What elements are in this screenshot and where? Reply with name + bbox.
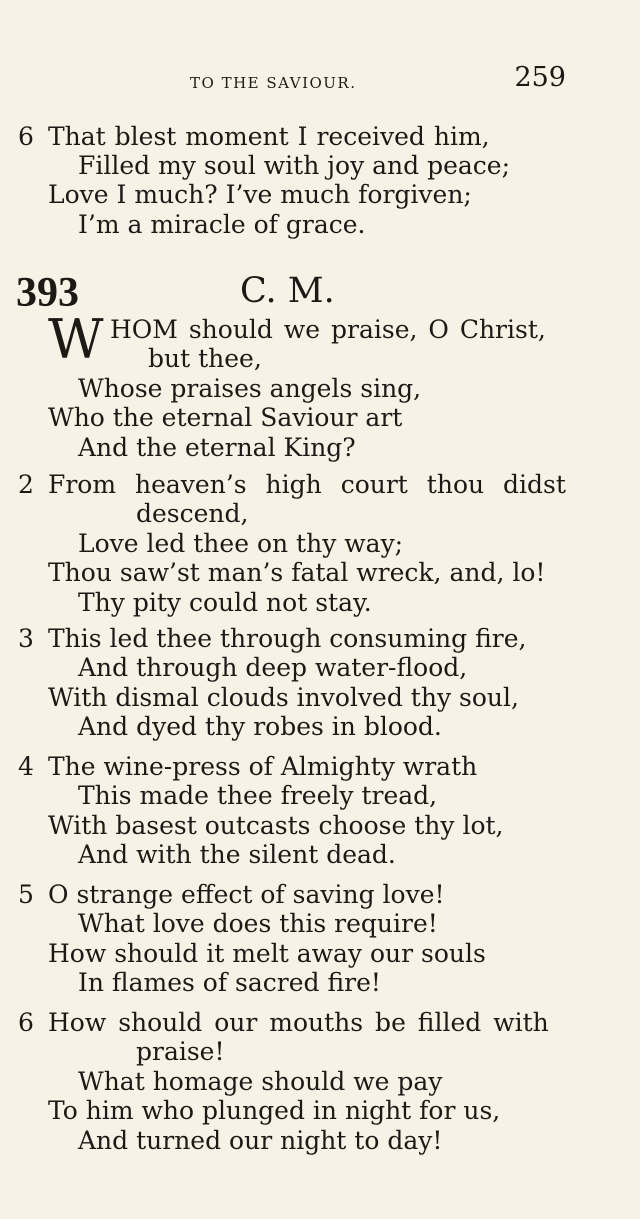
verse-line: And turned our night to day! (78, 1126, 443, 1155)
verse-line: descend, (136, 499, 249, 528)
verse-line: To him who plunged in night for us, (48, 1096, 501, 1125)
verse-line: And with the silent dead. (78, 840, 396, 869)
verse-line: praise! (136, 1037, 225, 1066)
verse-line: With dismal clouds involved thy soul, (48, 683, 519, 712)
verse-line: And dyed thy robes in blood. (78, 712, 442, 741)
verse-number: 5 (18, 880, 34, 909)
hymn-number: 393 (16, 270, 79, 316)
verse-line: Thy pity could not stay. (78, 588, 372, 617)
verse-line: And through deep water-flood, (78, 653, 468, 682)
verse-number: 6 (18, 122, 34, 151)
verse-line: What homage should we pay (78, 1067, 443, 1096)
page-number: 259 (514, 62, 566, 93)
verse-line: Who the eternal Saviour art (48, 403, 403, 432)
verse-line: What love does this require! (78, 909, 438, 938)
drop-cap: W (48, 308, 104, 371)
verse-line: This led thee through consuming fire, (48, 624, 527, 653)
verse-line: With basest outcasts choose thy lot, (48, 811, 504, 840)
hymn-meter: C. M. (240, 271, 335, 311)
verse-line: I’m a miracle of grace. (78, 210, 366, 239)
verse-line: Whose praises angels sing, (78, 374, 422, 403)
verse-line: In flames of sacred fire! (78, 968, 381, 997)
verse-line: HOM should we praise, O Christ, (110, 315, 546, 344)
verse-line: but thee, (148, 344, 262, 373)
verse-line: How should it melt away our souls (48, 939, 486, 968)
verse-number: 4 (18, 752, 34, 781)
verse-line: O strange effect of saving love! (48, 880, 445, 909)
page-header (0, 62, 640, 96)
verse-line: How should our mouths be filled with (48, 1008, 549, 1037)
verse-line: Love led thee on thy way; (78, 529, 404, 558)
verse-line: The wine-press of Almighty wrath (48, 752, 478, 781)
verse-line: This made thee freely tread, (78, 781, 438, 810)
verse-number: 3 (18, 624, 34, 653)
running-title: TO THE SAVIOUR. (190, 74, 357, 92)
verse-line: Filled my soul with joy and peace; (78, 151, 511, 180)
verse-line: Love I much? I’ve much forgiven; (48, 180, 472, 209)
verse-number: 6 (18, 1008, 34, 1037)
verse-line: That blest moment I received him, (48, 122, 490, 151)
verse-line: Thou saw’st man’s fatal wreck, and, lo! (48, 558, 546, 587)
verse-line: And the eternal King? (78, 433, 356, 462)
verse-line: From heaven’s high court thou didst (48, 470, 566, 499)
verse-number: 2 (18, 470, 34, 499)
